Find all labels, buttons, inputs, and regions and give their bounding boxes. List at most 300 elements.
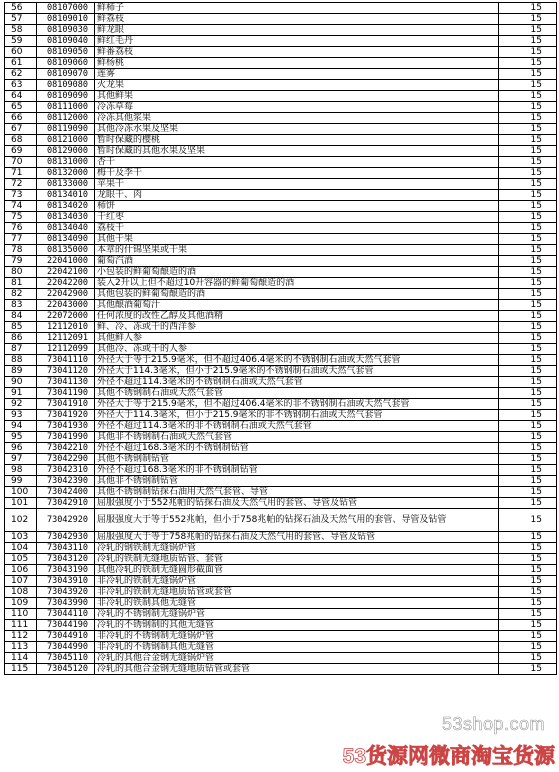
tariff-rate: 15 xyxy=(499,631,557,642)
hs-code: 73044190 xyxy=(37,620,95,631)
row-number: 78 xyxy=(5,245,37,256)
table-row xyxy=(5,454,557,465)
item-name: 杏干 xyxy=(95,157,499,168)
row-number: 94 xyxy=(5,421,37,432)
table-row xyxy=(5,135,557,146)
tariff-rate: 15 xyxy=(499,91,557,102)
table-row xyxy=(5,36,557,47)
table-row xyxy=(5,587,557,598)
row-number: 108 xyxy=(5,587,37,598)
table-row xyxy=(5,664,557,675)
table-row xyxy=(5,388,557,399)
hs-code: 73042400 xyxy=(37,487,95,498)
table-row xyxy=(5,91,557,102)
row-number: 85 xyxy=(5,322,37,333)
hs-code: 08109070 xyxy=(37,69,95,80)
row-number: 112 xyxy=(5,631,37,642)
hs-code: 22042900 xyxy=(37,289,95,300)
hs-code: 22041000 xyxy=(37,256,95,267)
table-row xyxy=(5,245,557,256)
row-number: 63 xyxy=(5,80,37,91)
item-name: 火龙果 xyxy=(95,80,499,91)
table-row xyxy=(5,300,557,311)
row-number: 72 xyxy=(5,179,37,190)
item-name: 外径大于等于215.9毫米，但不超过406.4毫米的非不锈钢制石油或天然气套管 xyxy=(95,399,499,410)
hs-code: 08119090 xyxy=(37,124,95,135)
table-row xyxy=(5,146,557,157)
tariff-rate: 15 xyxy=(499,532,557,543)
table-row xyxy=(5,212,557,223)
row-number: 97 xyxy=(5,454,37,465)
item-name: 莲雾 xyxy=(95,69,499,80)
tariff-rate: 15 xyxy=(499,102,557,113)
watermark-url: 53shop.com xyxy=(441,714,545,734)
table-row xyxy=(5,201,557,212)
item-name: 外径不超过114.3毫米的非不锈钢制石油或天然气套管 xyxy=(95,421,499,432)
hs-code: 08134030 xyxy=(37,212,95,223)
row-number: 73 xyxy=(5,190,37,201)
hs-code: 73041190 xyxy=(37,388,95,399)
table-row xyxy=(5,410,557,421)
item-name: 其他鲜果 xyxy=(95,91,499,102)
tariff-rate: 15 xyxy=(499,179,557,190)
item-name: 本章的什锦坚果或干果 xyxy=(95,245,499,256)
hs-code: 08131000 xyxy=(37,157,95,168)
hs-code: 73043990 xyxy=(37,598,95,609)
hs-code: 22042100 xyxy=(37,267,95,278)
row-number: 113 xyxy=(5,642,37,653)
tariff-rate: 15 xyxy=(499,653,557,664)
row-number: 95 xyxy=(5,432,37,443)
tariff-rate: 15 xyxy=(499,443,557,454)
table-row xyxy=(5,223,557,234)
hs-code: 73041130 xyxy=(37,377,95,388)
item-name: 冷冻其他浆果 xyxy=(95,113,499,124)
item-name: 其他不锈钢制石油或天然气套管 xyxy=(95,388,499,399)
hs-code: 22042200 xyxy=(37,278,95,289)
hs-code: 12112091 xyxy=(37,333,95,344)
hs-code: 08134040 xyxy=(37,223,95,234)
tariff-rate: 15 xyxy=(499,124,557,135)
row-number: 65 xyxy=(5,102,37,113)
table-row xyxy=(5,443,557,454)
tariff-rate: 15 xyxy=(499,190,557,201)
row-number: 69 xyxy=(5,146,37,157)
table-row xyxy=(5,532,557,543)
hs-code: 08109090 xyxy=(37,91,95,102)
item-name: 屈服强度小于552兆帕的钻探石油及天然气用的套管、导管及钻管 xyxy=(95,498,499,509)
tariff-rate: 15 xyxy=(499,289,557,300)
tariff-rate: 15 xyxy=(499,576,557,587)
tariff-rate: 15 xyxy=(499,146,557,157)
row-number: 92 xyxy=(5,399,37,410)
table-row xyxy=(5,58,557,69)
hs-code: 73045110 xyxy=(37,653,95,664)
table-row xyxy=(5,278,557,289)
item-name: 梅干及李干 xyxy=(95,168,499,179)
hs-code: 08109010 xyxy=(37,14,95,25)
hs-code: 73043920 xyxy=(37,587,95,598)
item-name: 外径大于等于215.9毫米，但不超过406.4毫米的不锈钢制石油或天然气套管 xyxy=(95,355,499,366)
row-number: 89 xyxy=(5,366,37,377)
table-row xyxy=(5,598,557,609)
table-row xyxy=(5,190,557,201)
item-name: 外径不超过114.3毫米的不锈钢制石油或天然气套管 xyxy=(95,377,499,388)
hs-code: 73044910 xyxy=(37,631,95,642)
tariff-rate: 15 xyxy=(499,223,557,234)
tariff-rate: 15 xyxy=(499,509,557,532)
tariff-rate: 15 xyxy=(499,476,557,487)
row-number: 57 xyxy=(5,14,37,25)
row-number: 76 xyxy=(5,223,37,234)
item-name: 外径不超过168.3毫米的不锈钢制钻管 xyxy=(95,443,499,454)
table-row xyxy=(5,3,557,14)
hs-code: 22043000 xyxy=(37,300,95,311)
table-row xyxy=(5,102,557,113)
table-row xyxy=(5,168,557,179)
hs-code: 22072000 xyxy=(37,311,95,322)
tariff-rate: 15 xyxy=(499,58,557,69)
item-name: 冷轧的其他合金钢无缝地质钻管或套管 xyxy=(95,664,499,675)
tariff-rate: 15 xyxy=(499,609,557,620)
table-row xyxy=(5,14,557,25)
hs-code: 08109050 xyxy=(37,47,95,58)
tariff-rate: 15 xyxy=(499,432,557,443)
tariff-rate: 15 xyxy=(499,135,557,146)
hs-code: 73042930 xyxy=(37,532,95,543)
row-number: 75 xyxy=(5,212,37,223)
row-number: 84 xyxy=(5,311,37,322)
row-number: 80 xyxy=(5,267,37,278)
row-number: 58 xyxy=(5,25,37,36)
tariff-rate: 15 xyxy=(499,278,557,289)
item-name: 暂时保藏的其他水果及坚果 xyxy=(95,146,499,157)
hs-code: 73042920 xyxy=(37,509,95,532)
item-name: 其他包装的鲜葡萄酿造的酒 xyxy=(95,289,499,300)
item-name: 冷轧的钢铁制无缝锅炉管 xyxy=(95,543,499,554)
item-name: 其他干果 xyxy=(95,234,499,245)
row-number: 77 xyxy=(5,234,37,245)
tariff-rate: 15 xyxy=(499,487,557,498)
tariff-rate: 15 xyxy=(499,212,557,223)
row-number: 101 xyxy=(5,498,37,509)
item-name: 其他不锈钢制钻管 xyxy=(95,454,499,465)
item-name: 葡萄汽酒 xyxy=(95,256,499,267)
row-number: 110 xyxy=(5,609,37,620)
table-row xyxy=(5,399,557,410)
item-name: 冷轧的铁制无缝地质钻管、套管 xyxy=(95,554,499,565)
item-name: 其他冷冻水果及坚果 xyxy=(95,124,499,135)
row-number: 96 xyxy=(5,443,37,454)
table-row xyxy=(5,80,557,91)
hs-code: 08129000 xyxy=(37,146,95,157)
table-row xyxy=(5,311,557,322)
table-row xyxy=(5,476,557,487)
table-row xyxy=(5,554,557,565)
row-number: 83 xyxy=(5,300,37,311)
table-row xyxy=(5,642,557,653)
hs-code: 73044990 xyxy=(37,642,95,653)
row-number: 90 xyxy=(5,377,37,388)
hs-code: 73042210 xyxy=(37,443,95,454)
tariff-rate: 15 xyxy=(499,25,557,36)
row-number: 60 xyxy=(5,47,37,58)
item-name: 其他鲜人参 xyxy=(95,333,499,344)
tariff-rate: 15 xyxy=(499,300,557,311)
item-name: 鲜杨桃 xyxy=(95,58,499,69)
tariff-rate: 15 xyxy=(499,47,557,58)
table-row xyxy=(5,333,557,344)
row-number: 79 xyxy=(5,256,37,267)
hs-code: 73041930 xyxy=(37,421,95,432)
item-name: 非冷轧的铁制无缝锅炉管 xyxy=(95,576,499,587)
item-name: 荔枝干 xyxy=(95,223,499,234)
hs-code: 73042310 xyxy=(37,465,95,476)
row-number: 62 xyxy=(5,69,37,80)
hs-code: 08109030 xyxy=(37,25,95,36)
table-row xyxy=(5,69,557,80)
item-name: 其他非不锈钢制钻管 xyxy=(95,476,499,487)
item-name: 其他不锈钢制钻探石油用天然气套管、导管 xyxy=(95,487,499,498)
tariff-rate: 15 xyxy=(499,256,557,267)
tariff-rate: 15 xyxy=(499,543,557,554)
table-row xyxy=(5,432,557,443)
item-name: 小包装的鲜葡萄酿造的酒 xyxy=(95,267,499,278)
row-number: 107 xyxy=(5,576,37,587)
row-number: 99 xyxy=(5,476,37,487)
hs-code: 08109080 xyxy=(37,80,95,91)
item-name: 苹果干 xyxy=(95,179,499,190)
item-name: 外径不超过168.3毫米的非不锈钢制钻管 xyxy=(95,465,499,476)
row-number: 91 xyxy=(5,388,37,399)
item-name: 冷轧的不锈钢制无缝锅炉管 xyxy=(95,609,499,620)
tariff-rate: 15 xyxy=(499,388,557,399)
table-row xyxy=(5,421,557,432)
row-number: 70 xyxy=(5,157,37,168)
item-name: 柿饼 xyxy=(95,201,499,212)
table-body xyxy=(5,3,557,675)
row-number: 61 xyxy=(5,58,37,69)
watermark-brand: 53货源网微商淘宝货源 xyxy=(342,745,555,768)
tariff-rate: 15 xyxy=(499,410,557,421)
table-row xyxy=(5,543,557,554)
table-row xyxy=(5,366,557,377)
tariff-rate: 15 xyxy=(499,355,557,366)
row-number: 64 xyxy=(5,91,37,102)
hs-code: 08134010 xyxy=(37,190,95,201)
tariff-rate: 15 xyxy=(499,245,557,256)
item-name: 其他冷轧的铁制无缝圆形截面管 xyxy=(95,565,499,576)
table-row xyxy=(5,465,557,476)
table-row xyxy=(5,498,557,509)
tariff-rate: 15 xyxy=(499,333,557,344)
tariff-rate: 15 xyxy=(499,554,557,565)
table-row xyxy=(5,157,557,168)
table-row xyxy=(5,344,557,355)
hs-code: 73045120 xyxy=(37,664,95,675)
hs-code: 08109040 xyxy=(37,36,95,47)
row-number: 82 xyxy=(5,289,37,300)
item-name: 冷轧的不锈钢制的其他无缝管 xyxy=(95,620,499,631)
row-number: 105 xyxy=(5,554,37,565)
hs-code: 73043120 xyxy=(37,554,95,565)
table-row xyxy=(5,267,557,278)
hs-code: 73042390 xyxy=(37,476,95,487)
tariff-rate: 15 xyxy=(499,498,557,509)
item-name: 其他酿酒葡萄汁 xyxy=(95,300,499,311)
hs-code: 08135000 xyxy=(37,245,95,256)
tariff-rate: 15 xyxy=(499,620,557,631)
tariff-rate: 15 xyxy=(499,3,557,14)
row-number: 103 xyxy=(5,532,37,543)
row-number: 102 xyxy=(5,509,37,532)
hs-code: 08111000 xyxy=(37,102,95,113)
row-number: 106 xyxy=(5,565,37,576)
hs-code: 08134020 xyxy=(37,201,95,212)
tariff-rate: 15 xyxy=(499,344,557,355)
table-row xyxy=(5,322,557,333)
table-row xyxy=(5,289,557,300)
hs-code: 73041910 xyxy=(37,399,95,410)
hs-code: 73042290 xyxy=(37,454,95,465)
tariff-rate: 15 xyxy=(499,168,557,179)
row-number: 86 xyxy=(5,333,37,344)
hs-code: 73041990 xyxy=(37,432,95,443)
row-number: 59 xyxy=(5,36,37,47)
hs-code: 08134090 xyxy=(37,234,95,245)
tariff-rate: 15 xyxy=(499,157,557,168)
table-row xyxy=(5,487,557,498)
tariff-table xyxy=(4,2,557,675)
item-name: 屈服强度大于等于758兆帕的钻探石油及天然气用的套管、导管及钻管 xyxy=(95,532,499,543)
tariff-rate: 15 xyxy=(499,201,557,212)
table-row xyxy=(5,355,557,366)
row-number: 111 xyxy=(5,620,37,631)
row-number: 104 xyxy=(5,543,37,554)
row-number: 81 xyxy=(5,278,37,289)
item-name: 外径大于114.3毫米，但小于215.9毫米的不锈钢制石油或天然气套管 xyxy=(95,366,499,377)
row-number: 100 xyxy=(5,487,37,498)
tariff-rate: 15 xyxy=(499,377,557,388)
table-row xyxy=(5,25,557,36)
item-name: 装入2升以上但不超过10升容器的鲜葡萄酿造的酒 xyxy=(95,278,499,289)
table-row xyxy=(5,47,557,58)
item-name: 外径大于114.3毫米，但小于215.9毫米的非不锈钢制石油或天然气套管 xyxy=(95,410,499,421)
tariff-rate: 15 xyxy=(499,267,557,278)
tariff-rate: 15 xyxy=(499,80,557,91)
item-name: 鲜柿子 xyxy=(95,3,499,14)
item-name: 非冷轧的不锈钢制无缝锅炉管 xyxy=(95,631,499,642)
row-number: 93 xyxy=(5,410,37,421)
table-row xyxy=(5,631,557,642)
row-number: 71 xyxy=(5,168,37,179)
table-row xyxy=(5,565,557,576)
item-name: 任何浓度的改性乙醇及其他酒精 xyxy=(95,311,499,322)
hs-code: 12112010 xyxy=(37,322,95,333)
tariff-rate: 15 xyxy=(499,598,557,609)
item-name: 其他冷、冻或干的人参 xyxy=(95,344,499,355)
hs-code: 08107000 xyxy=(37,3,95,14)
item-name: 鲜番荔枝 xyxy=(95,47,499,58)
tariff-rate: 15 xyxy=(499,366,557,377)
table-row xyxy=(5,620,557,631)
tariff-rate: 15 xyxy=(499,113,557,124)
tariff-rate: 15 xyxy=(499,465,557,476)
row-number: 87 xyxy=(5,344,37,355)
table-row xyxy=(5,609,557,620)
row-number: 68 xyxy=(5,135,37,146)
item-name: 鲜、冷、冻或干的西洋参 xyxy=(95,322,499,333)
tariff-rate: 15 xyxy=(499,642,557,653)
table-row xyxy=(5,377,557,388)
hs-code: 12112099 xyxy=(37,344,95,355)
tariff-rate: 15 xyxy=(499,565,557,576)
hs-code: 73041920 xyxy=(37,410,95,421)
tariff-rate: 15 xyxy=(499,421,557,432)
row-number: 109 xyxy=(5,598,37,609)
row-number: 66 xyxy=(5,113,37,124)
row-number: 56 xyxy=(5,3,37,14)
row-number: 88 xyxy=(5,355,37,366)
hs-code: 08132000 xyxy=(37,168,95,179)
tariff-rate: 15 xyxy=(499,664,557,675)
item-name: 暂时保藏的樱桃 xyxy=(95,135,499,146)
item-name: 非冷轧的铁制其他无缝管 xyxy=(95,598,499,609)
hs-code: 73043190 xyxy=(37,565,95,576)
row-number: 98 xyxy=(5,465,37,476)
tariff-rate: 15 xyxy=(499,587,557,598)
table-row xyxy=(5,509,557,532)
table-row xyxy=(5,124,557,135)
table-row xyxy=(5,234,557,245)
item-name: 鲜荔枝 xyxy=(95,14,499,25)
item-name: 龙眼干、肉 xyxy=(95,190,499,201)
tariff-rate: 15 xyxy=(499,36,557,47)
hs-code: 08133000 xyxy=(37,179,95,190)
item-name: 冷冻草莓 xyxy=(95,102,499,113)
item-name: 鲜红毛丹 xyxy=(95,36,499,47)
tariff-rate: 15 xyxy=(499,234,557,245)
row-number: 74 xyxy=(5,201,37,212)
hs-code: 73041120 xyxy=(37,366,95,377)
table-row xyxy=(5,256,557,267)
row-number: 67 xyxy=(5,124,37,135)
tariff-rate: 15 xyxy=(499,14,557,25)
table-row xyxy=(5,576,557,587)
hs-code: 73043110 xyxy=(37,543,95,554)
table-row xyxy=(5,179,557,190)
item-name: 非冷轧的不锈钢制其他无缝管 xyxy=(95,642,499,653)
item-name: 非冷轧的铁制无缝地质钻管或套管 xyxy=(95,587,499,598)
hs-code: 73042910 xyxy=(37,498,95,509)
hs-code: 73043910 xyxy=(37,576,95,587)
tariff-rate: 15 xyxy=(499,399,557,410)
hs-code: 08112000 xyxy=(37,113,95,124)
row-number: 115 xyxy=(5,664,37,675)
table-row xyxy=(5,653,557,664)
row-number: 114 xyxy=(5,653,37,664)
tariff-rate: 15 xyxy=(499,311,557,322)
item-name: 干红枣 xyxy=(95,212,499,223)
item-name: 冷轧的其他合金钢无缝锅炉管 xyxy=(95,653,499,664)
hs-code: 73044110 xyxy=(37,609,95,620)
hs-code: 08109060 xyxy=(37,58,95,69)
tariff-rate: 15 xyxy=(499,454,557,465)
item-name: 鲜龙眼 xyxy=(95,25,499,36)
tariff-rate: 15 xyxy=(499,322,557,333)
tariff-rate: 15 xyxy=(499,69,557,80)
item-name: 其他非不锈钢制石油或天然气套管 xyxy=(95,432,499,443)
